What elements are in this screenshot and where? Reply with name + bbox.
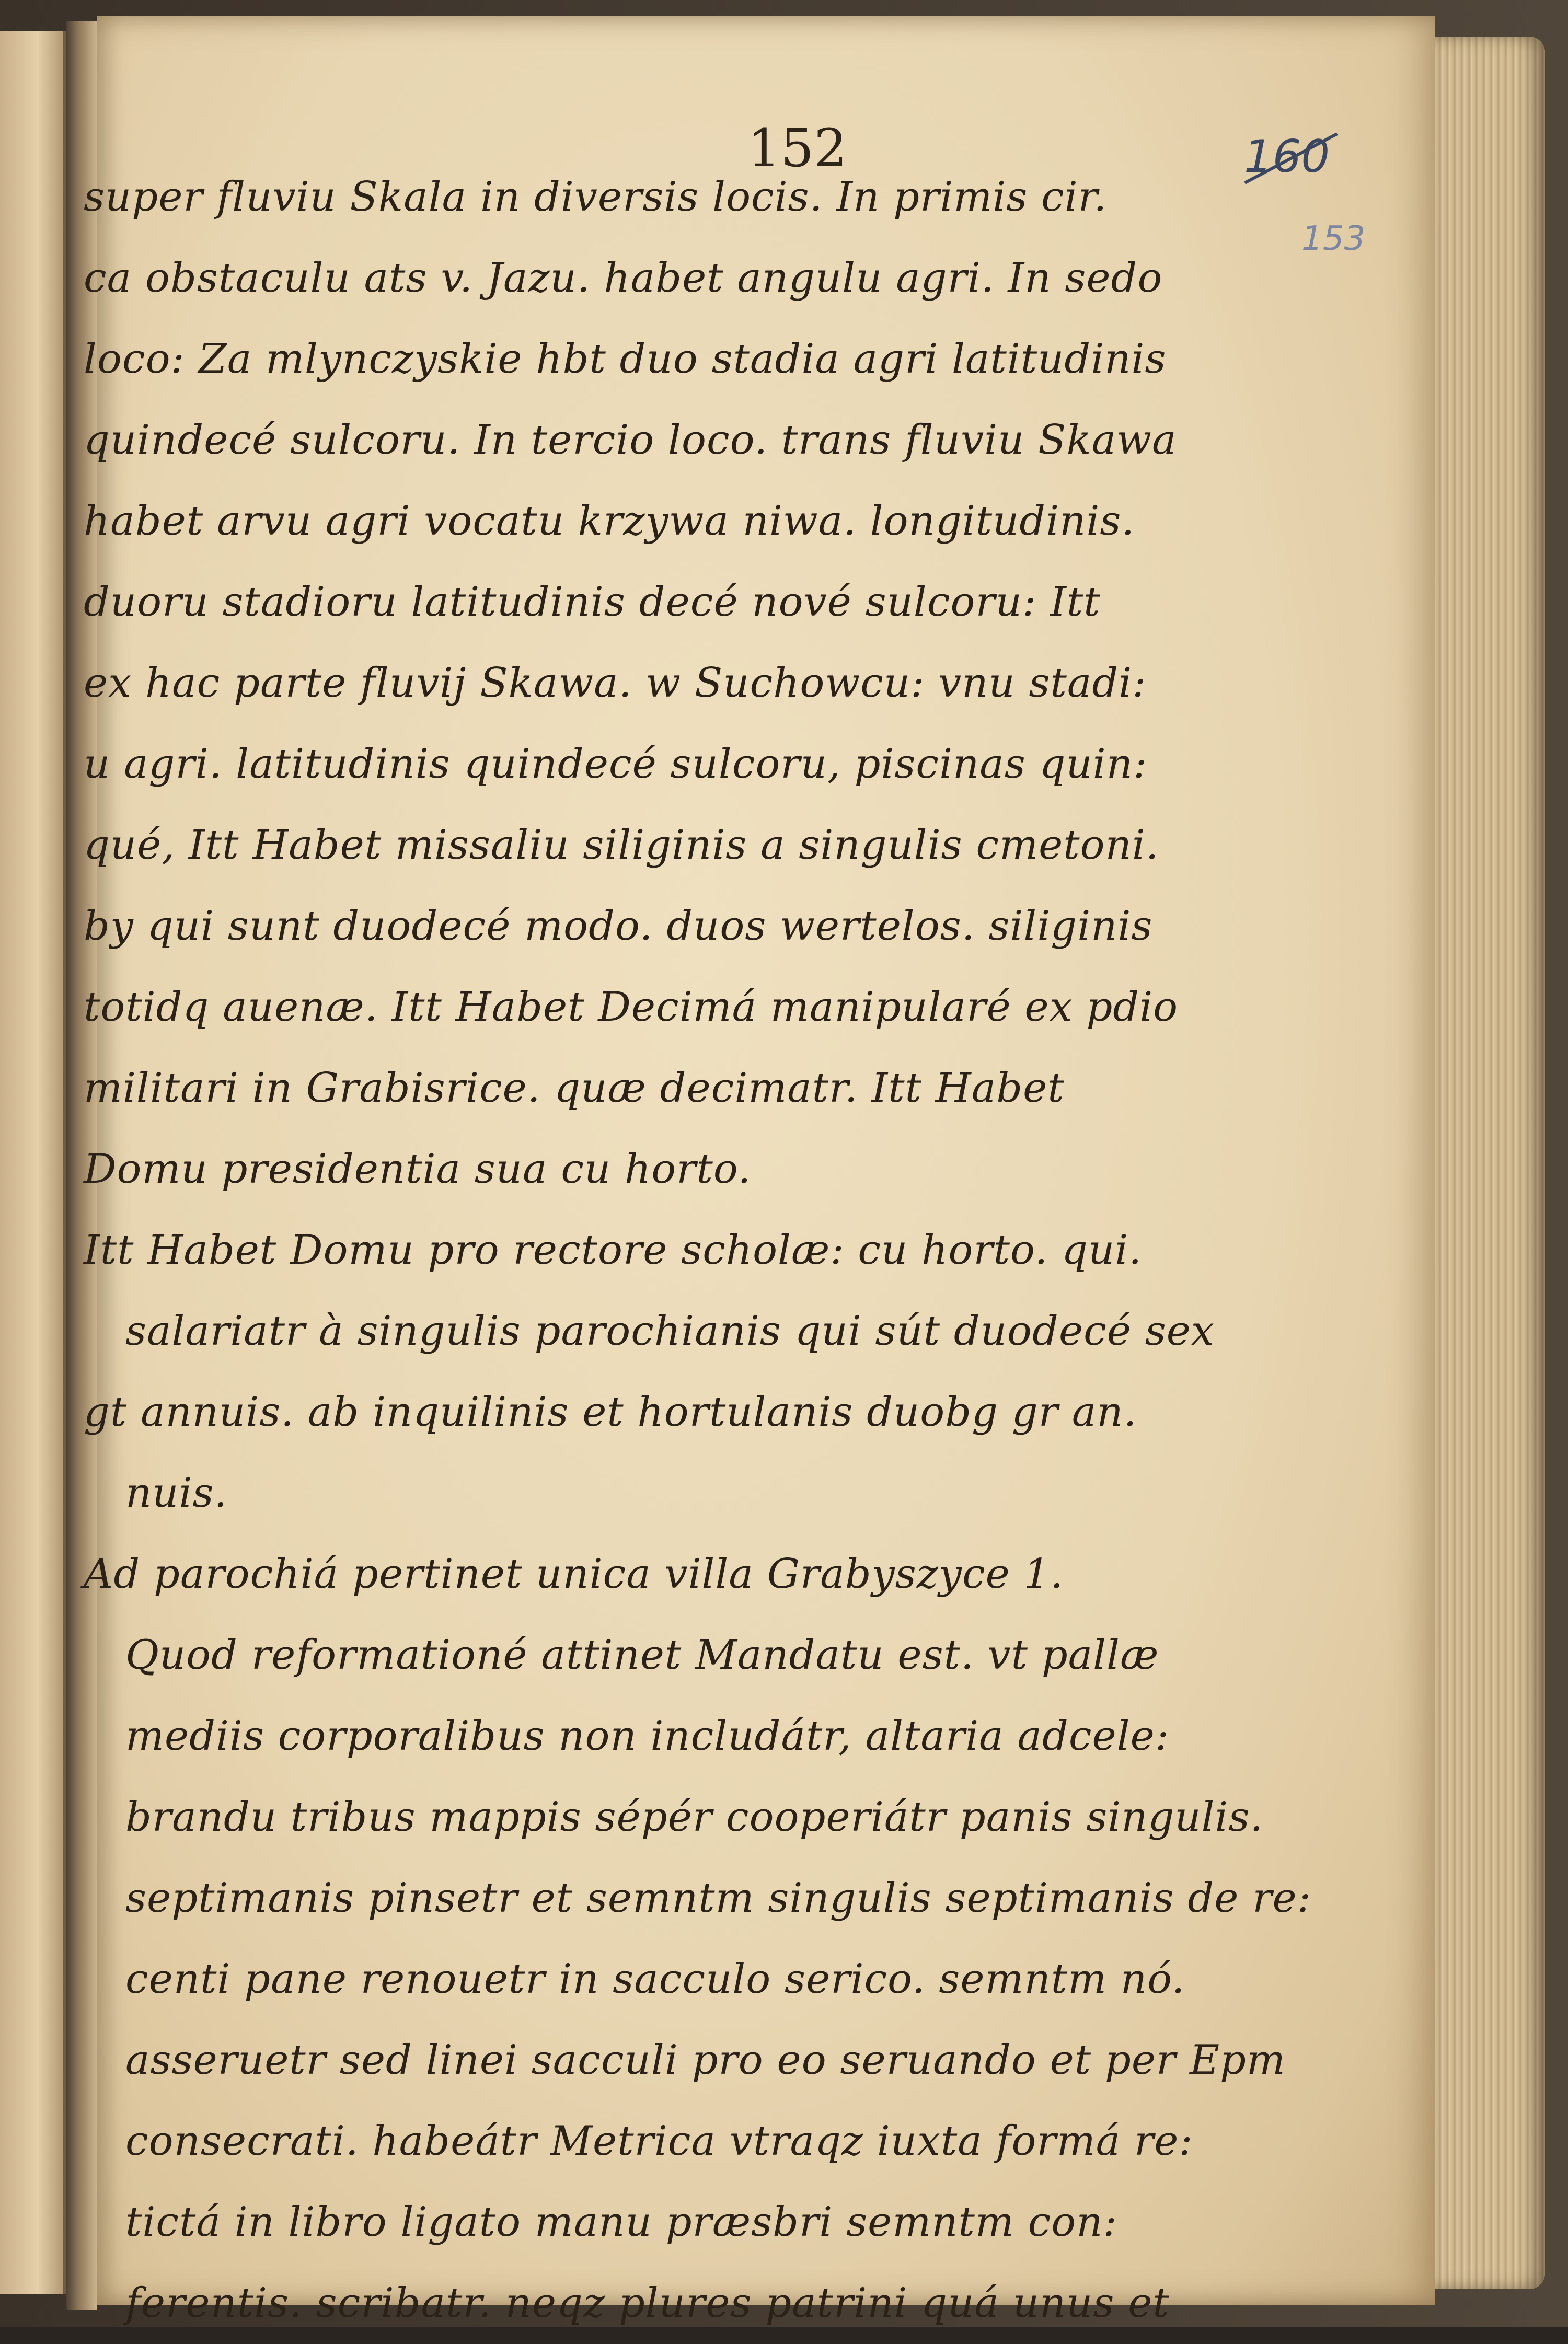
text-line: totidq auenæ. Itt Habet Decimá manipularé ex pdio bbox=[84, 984, 1179, 1031]
text-line: salariatr à singulis parochianis qui sút duodecé sex bbox=[125, 1308, 1215, 1355]
page-number: 152 bbox=[747, 118, 847, 179]
text-line: u agri. latitudinis quindecé sulcoru, piscinas quin: bbox=[84, 741, 1148, 788]
manuscript-text bbox=[84, 157, 1311, 2344]
text-line: by qui sunt duodecé modo. duos wertelos. siliginis bbox=[84, 903, 1153, 950]
text-line: septimanis pinsetr et semntm singulis septimanis de re: bbox=[125, 1875, 1311, 1922]
text-line: ex hac parte fluvij Skawa. w Suchowcu: vnu stadi: bbox=[84, 660, 1147, 707]
text-line: militari in Grabisrice. quæ decimatr. Itt Habet bbox=[84, 1065, 1065, 1112]
text-line: tictá in libro ligato manu præsbri semntm con: bbox=[125, 2199, 1117, 2246]
text-line: Itt Habet Domu pro rectore scholæ: cu horto. qui. bbox=[84, 1227, 1143, 1274]
text-line: brandu tribus mappis sépér cooperiátr panis singulis. bbox=[125, 1794, 1264, 1841]
text-line: habet arvu agri vocatu krzywa niwa. longitudinis. bbox=[84, 498, 1135, 545]
old-foliation-number: 153 bbox=[1301, 220, 1366, 258]
page-fore-edge bbox=[1435, 37, 1545, 2289]
text-line: consecrati. habeátr Metrica vtraqz iuxta formá re: bbox=[125, 2118, 1193, 2165]
text-line: Quod reformationé attinet Mandatu est. vt pallæ bbox=[125, 1632, 1159, 1679]
text-line: quindecé sulcoru. In tercio loco. trans fluviu Skawa bbox=[84, 417, 1177, 464]
text-line: qué, Itt Habet missaliu siliginis a singulis cmetoni. bbox=[84, 822, 1159, 869]
text-line: Ad parochiá pertinet unica villa Grabyszyce 1. bbox=[84, 1551, 1064, 1598]
text-line: nuis. bbox=[125, 1470, 228, 1517]
text-line: ferentis. scribatr. neqz plures patrini quá unus et bbox=[125, 2280, 1170, 2327]
foliation-number: 160 bbox=[1244, 131, 1330, 183]
text-line: super fluviu Skala in diversis locis. In primis cir. bbox=[84, 174, 1108, 221]
text-line: Domu presidentia sua cu horto. bbox=[84, 1146, 752, 1193]
text-line: gt annuis. ab inquilinis et hortulanis duobg gr an. bbox=[84, 1389, 1137, 1436]
text-line: ca obstaculu ats v. Jazu. habet angulu agri. In sedo bbox=[84, 255, 1163, 302]
text-line: mediis corporalibus non includátr, altaria adcele: bbox=[125, 1713, 1170, 1760]
text-line: loco: Za mlynczyskie hbt duo stadia agri latitudinis bbox=[84, 336, 1167, 383]
text-line: centi pane renouetr in sacculo serico. semntm nó. bbox=[125, 1956, 1185, 2003]
text-line: asseruetr sed linei sacculi pro eo seruando et per Epm bbox=[125, 2037, 1286, 2084]
facing-page-edge bbox=[0, 31, 66, 2294]
text-line: duoru stadioru latitudinis decé nové sulcoru: Itt bbox=[84, 579, 1101, 626]
